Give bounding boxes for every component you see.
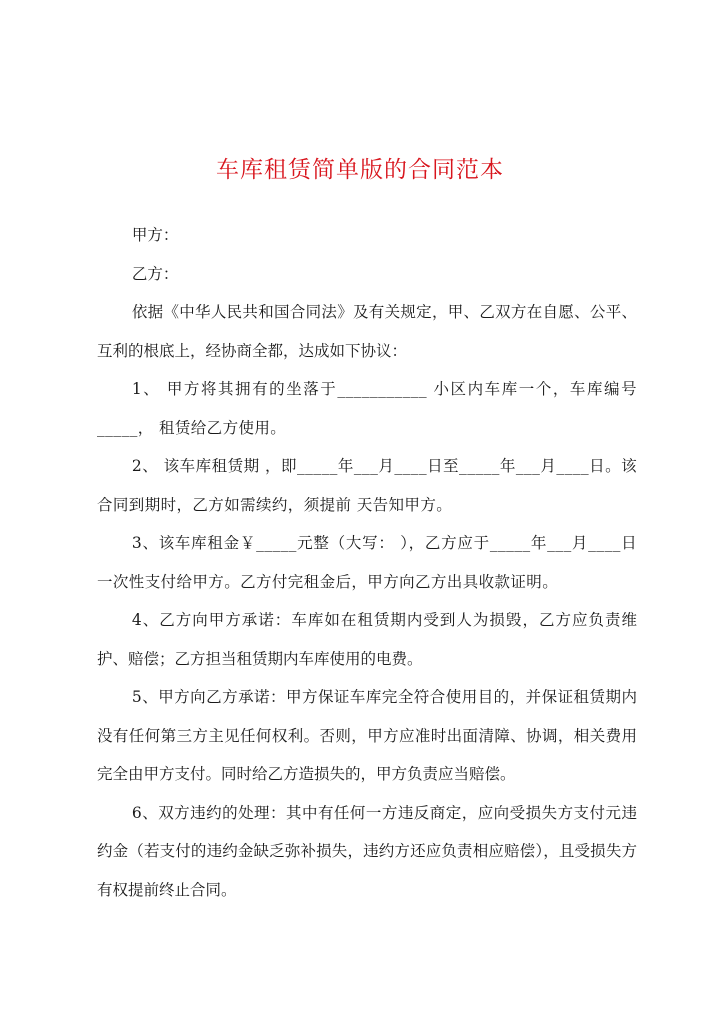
clause-3-paragraph: 3、该车库租金￥_____元整（大写： ），乙方应于_____年___月____日一次性支付给甲方。乙方付完租金后，甲方向乙方出具收款证明。 <box>97 534 637 591</box>
document-title: 车库租赁简单版的合同范本 <box>216 157 504 183</box>
clause-2-paragraph: 2、 该车库租赁期 ，即_____年___月____日至_____年___月____日。该合同到期时，乙方如需续约，须提前 天告知甲方。 <box>97 457 637 514</box>
clause-4-paragraph: 4、乙方向甲方承诺：车库如在租赁期内受到人为损毁，乙方应负责维护、赔偿；乙方担当租赁期内车库使用的电费。 <box>97 611 637 668</box>
party-b-line: 乙方： <box>131 264 179 283</box>
clause-6-paragraph: 6、双方违约的处理：其中有任何一方违反商定，应向受损失方支付元违约金（若支付的违约金缺乏弥补损失，违约方还应负责相应赔偿），且受损失方有权提前终止合同。 <box>97 803 637 899</box>
clause-1-paragraph: 1、 甲方将其拥有的坐落于___________ 小区内车库一个，车库编号_____， 租赁给乙方使用。 <box>97 380 637 437</box>
document-body <box>97 216 637 909</box>
preamble-paragraph: 依据《中华人民共和国合同法》及有关规定，甲、乙双方在自愿、公平、互利的根底上，经协商全都，达成如下协议： <box>97 303 637 360</box>
party-a-line: 甲方： <box>131 226 179 244</box>
clause-5-paragraph: 5、甲方向乙方承诺：甲方保证车库完全符合使用目的，并保证租赁期内没有任何第三方主见任何权利。否则，甲方应准时出面清障、协调，相关费用完全由甲方支付。同时给乙方造损失的，甲方负责应当赔偿。 <box>97 688 637 783</box>
